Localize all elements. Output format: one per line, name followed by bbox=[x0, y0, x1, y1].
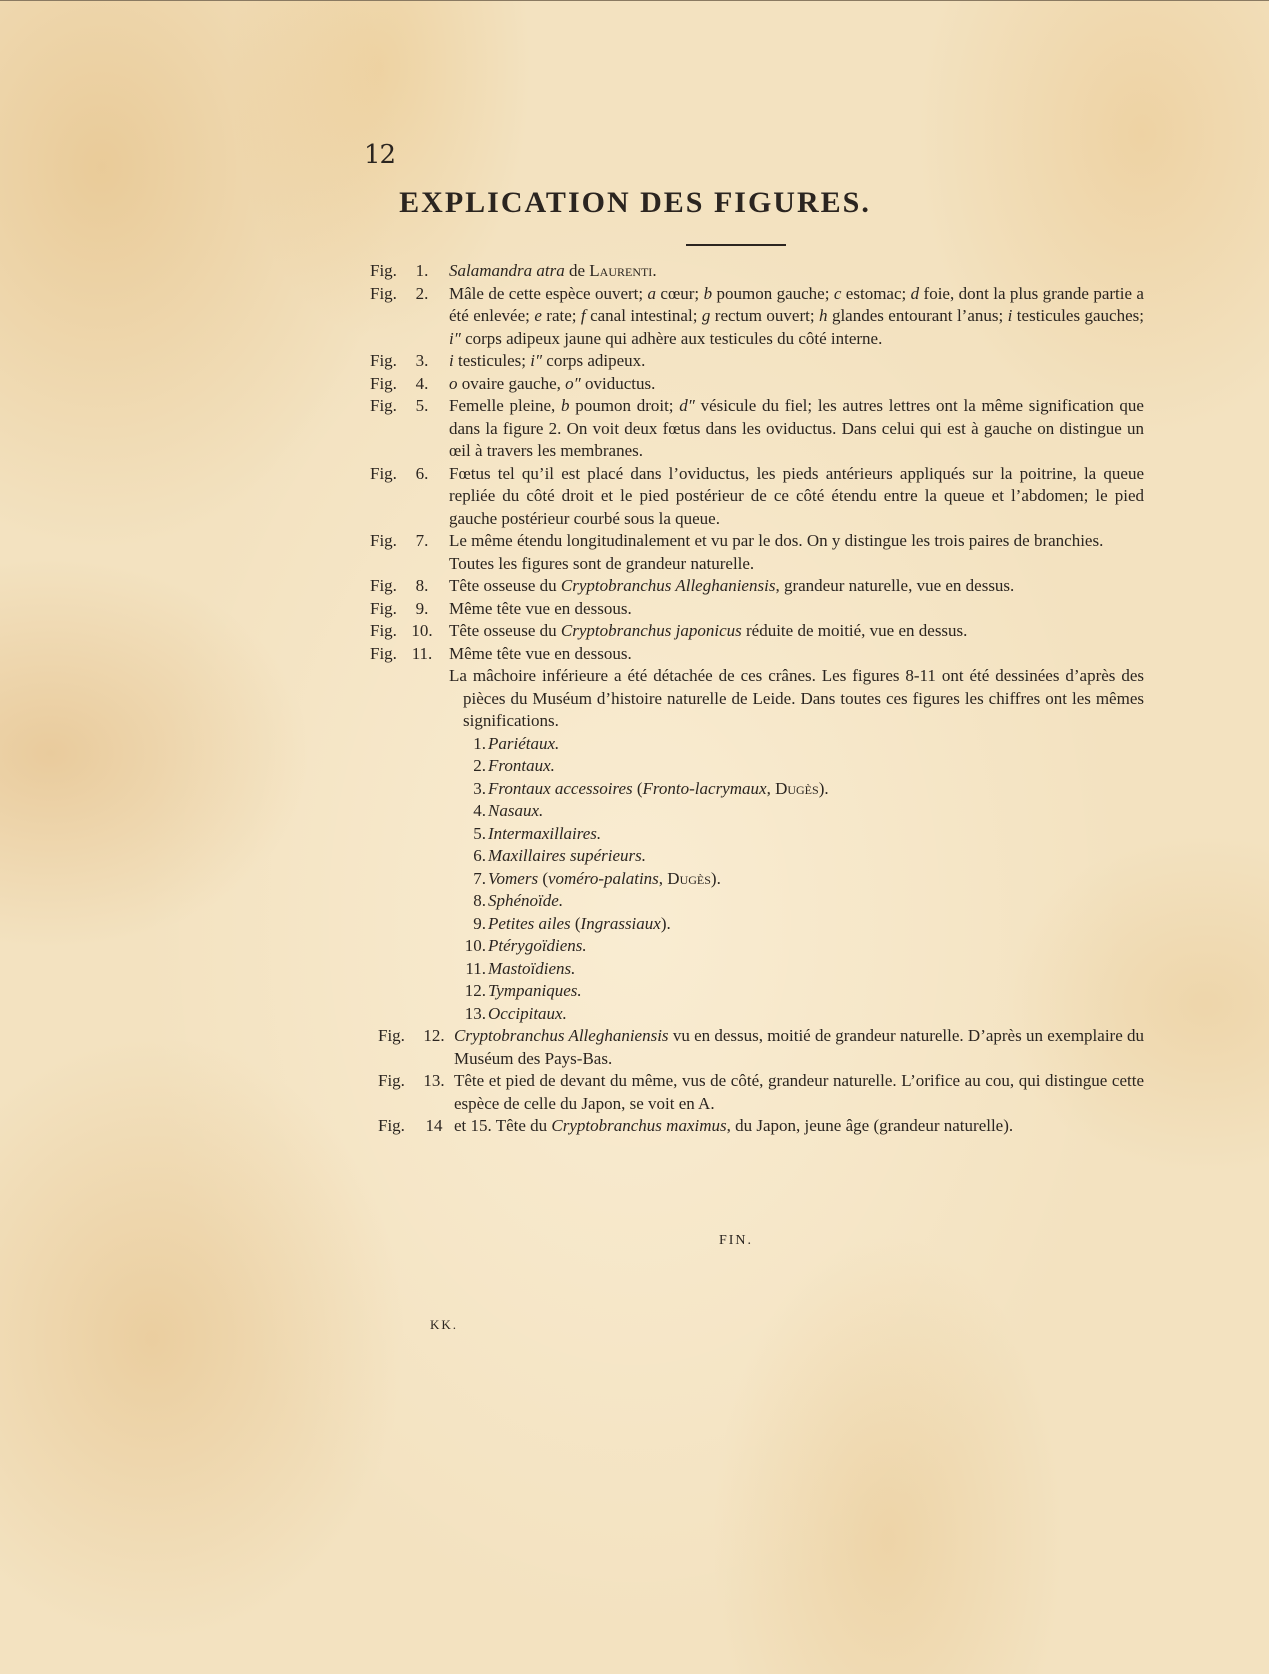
figure-number: 3. bbox=[415, 351, 429, 370]
figure-entry bbox=[0, 1025, 1269, 1070]
bone-number: 11. bbox=[465, 958, 486, 978]
figure-entry bbox=[0, 350, 1269, 373]
bone-number: 2. bbox=[473, 756, 486, 775]
figure-entry bbox=[0, 530, 1269, 553]
figure-explanations bbox=[0, 260, 1269, 1138]
figure-entry bbox=[0, 598, 1269, 621]
note-natural-size: Toutes les figures sont de grandeur naturelle. bbox=[449, 553, 755, 573]
bone-number: 5. bbox=[473, 823, 486, 843]
figure-description: Même tête vue en dessous. bbox=[449, 598, 632, 618]
bone-name: Ptérygoïdiens. bbox=[488, 936, 587, 955]
page-title: EXPLICATION DES FIGURES. bbox=[399, 186, 871, 219]
figure-entry bbox=[0, 373, 1269, 396]
figure-number: 14 bbox=[425, 1116, 443, 1135]
figure-number: 11. bbox=[411, 643, 433, 663]
figure-description: Tête et pied de devant du même, vus de côté, grandeur naturelle. L’orifice au cou, qui distingue cette espèce de celle du Japon, se voit en A. bbox=[454, 1071, 1144, 1113]
figure-number: 9. bbox=[415, 598, 429, 618]
figure-description: Fœtus tel qu’il est placé dans l’oviductus, les pieds antérieurs appliqués sur la poitrine, la queue repliée du côté droit et le pied postérieur de ce côté étendu entre la queue et l’abdomen; le pied gauche postérieur courbé sous la queue. bbox=[449, 463, 1144, 528]
figure-entry bbox=[0, 1115, 1269, 1138]
signature-mark: KK. bbox=[430, 1317, 459, 1332]
figure-label: Fig. bbox=[370, 396, 397, 415]
figure-label: Fig. bbox=[378, 1071, 405, 1090]
bone-number: 8. bbox=[473, 891, 486, 910]
bone-item bbox=[452, 755, 1269, 778]
figure-number: 5. bbox=[415, 396, 429, 415]
bone-item bbox=[452, 733, 1269, 756]
bone-name: Vomers (voméro-palatins, Dugès). bbox=[488, 868, 721, 888]
bone-item bbox=[452, 958, 1269, 981]
figure-entry bbox=[0, 575, 1269, 598]
figure-number: 13. bbox=[423, 1071, 445, 1090]
page-edge bbox=[0, 0, 1269, 1]
figure-label: Fig. bbox=[370, 463, 397, 483]
bone-number: 7. bbox=[473, 868, 486, 888]
figure-label: Fig. bbox=[370, 283, 397, 303]
figure-description: o ovaire gauche, o″ oviductus. bbox=[449, 373, 656, 393]
bone-name: Occipitaux. bbox=[488, 1003, 567, 1023]
bone-item bbox=[452, 1003, 1269, 1026]
note-leide: La mâchoire inférieure a été détachée de ces crânes. Les figures 8-11 ont été dessinées d’après des pièces du Muséum d’histoire naturelle de Leide. Dans toutes ces figures les chiffres ont les mêmes significations. bbox=[449, 666, 1144, 730]
figure-label: Fig. bbox=[370, 261, 397, 280]
bone-name: Nasaux. bbox=[488, 801, 544, 820]
figure-entry bbox=[0, 260, 1269, 283]
bone-item bbox=[452, 868, 1269, 891]
figure-description: Femelle pleine, b poumon droit; d″ vésicule du fiel; les autres lettres ont la même signification que dans la figure 2. On voit deux fœtus dans les oviductus. Dans celui qui est à gauche on distingue un œil à travers les membranes. bbox=[449, 396, 1144, 460]
figure-number: 10. bbox=[411, 621, 433, 640]
figure-list-salamandra bbox=[0, 260, 1269, 553]
bone-number: 13. bbox=[464, 1003, 486, 1023]
bone-item bbox=[452, 890, 1269, 913]
title-rule bbox=[686, 244, 786, 246]
figure-entry bbox=[0, 463, 1269, 531]
bone-number: 3. bbox=[473, 778, 486, 798]
bone-legend bbox=[452, 733, 1269, 1026]
figure-entry bbox=[0, 643, 1269, 666]
page-number: 12 bbox=[364, 140, 396, 170]
fin-mark: FIN. bbox=[718, 1233, 754, 1248]
bone-name: Frontaux accessoires (Fronto-lacrymaux, Dugès). bbox=[488, 778, 829, 798]
bone-name: Petites ailes (Ingrassiaux). bbox=[488, 913, 671, 933]
figure-description: Tête osseuse du Cryptobranchus japonicus réduite de moitié, vue en dessus. bbox=[449, 621, 968, 640]
figure-list-cryptobranchus-whole bbox=[0, 1025, 1269, 1138]
bone-item bbox=[452, 800, 1269, 823]
figure-entry bbox=[0, 395, 1269, 463]
bone-name: Intermaxillaires. bbox=[488, 823, 602, 843]
bone-item bbox=[452, 935, 1269, 958]
figure-label: Fig. bbox=[378, 1026, 405, 1045]
bone-number: 4. bbox=[473, 801, 486, 820]
figure-label: Fig. bbox=[378, 1116, 405, 1135]
bone-item bbox=[452, 913, 1269, 936]
figure-description: Mâle de cette espèce ouvert; a cœur; b poumon gauche; c estomac; d foie, dont la plus grande partie a été enlevée; e rate; f canal intestinal; g rectum ouvert; h glandes entourant l’anus; i testicules gauches; i″ corps adipeux jaune qui adhère aux testicules du côté interne. bbox=[449, 283, 1144, 348]
figure-number: 12. bbox=[423, 1026, 445, 1045]
figure-description: Le même étendu longitudinalement et vu par le dos. On y distingue les trois paires de branchies. bbox=[449, 531, 1104, 550]
figure-label: Fig. bbox=[370, 598, 397, 618]
bone-name: Mastoïdiens. bbox=[488, 958, 576, 978]
figure-number: 1. bbox=[415, 261, 429, 280]
figure-label: Fig. bbox=[370, 643, 397, 663]
figure-label: Fig. bbox=[370, 373, 397, 393]
figure-description: et 15. Tête du Cryptobranchus maximus, du Japon, jeune âge (grandeur naturelle). bbox=[454, 1116, 1014, 1135]
bone-name: Sphénoïde. bbox=[488, 891, 564, 910]
figure-entry bbox=[0, 1070, 1269, 1115]
bone-number: 1. bbox=[473, 733, 486, 753]
bone-name: Pariétaux. bbox=[488, 733, 560, 753]
figure-entry bbox=[0, 620, 1269, 643]
figure-entry bbox=[0, 283, 1269, 351]
figure-number: 4. bbox=[415, 373, 429, 393]
figure-description: Tête osseuse du Cryptobranchus Alleghaniensis, grandeur naturelle, vue en dessus. bbox=[449, 576, 1015, 595]
bone-item bbox=[452, 778, 1269, 801]
figure-description: Même tête vue en dessous. bbox=[449, 643, 632, 663]
bone-name: Tympaniques. bbox=[488, 981, 582, 1000]
figure-number: 2. bbox=[415, 283, 429, 303]
bone-number: 12. bbox=[464, 981, 486, 1000]
figure-description: i testicules; i″ corps adipeux. bbox=[449, 351, 646, 370]
figure-label: Fig. bbox=[370, 621, 397, 640]
bone-item bbox=[452, 845, 1269, 868]
figure-label: Fig. bbox=[370, 576, 397, 595]
bone-item bbox=[452, 980, 1269, 1003]
figure-description: Salamandra atra de Laurenti. bbox=[449, 261, 657, 280]
bone-number: 10. bbox=[464, 936, 486, 955]
figure-number: 8. bbox=[415, 576, 429, 595]
figure-label: Fig. bbox=[370, 531, 397, 550]
figure-description: Cryptobranchus Alleghaniensis vu en dessus, moitié de grandeur naturelle. D’après un exemplaire du Muséum des Pays-Bas. bbox=[454, 1026, 1145, 1068]
figure-number: 6. bbox=[415, 463, 429, 483]
bone-number: 9. bbox=[473, 913, 486, 933]
figure-list-cryptobranchus-skulls bbox=[0, 575, 1269, 665]
bone-number: 6. bbox=[473, 846, 486, 865]
figure-number: 7. bbox=[415, 531, 429, 550]
bone-name: Maxillaires supérieurs. bbox=[488, 846, 647, 865]
bone-name: Frontaux. bbox=[488, 756, 555, 775]
bone-item bbox=[452, 823, 1269, 846]
figure-label: Fig. bbox=[370, 351, 397, 370]
